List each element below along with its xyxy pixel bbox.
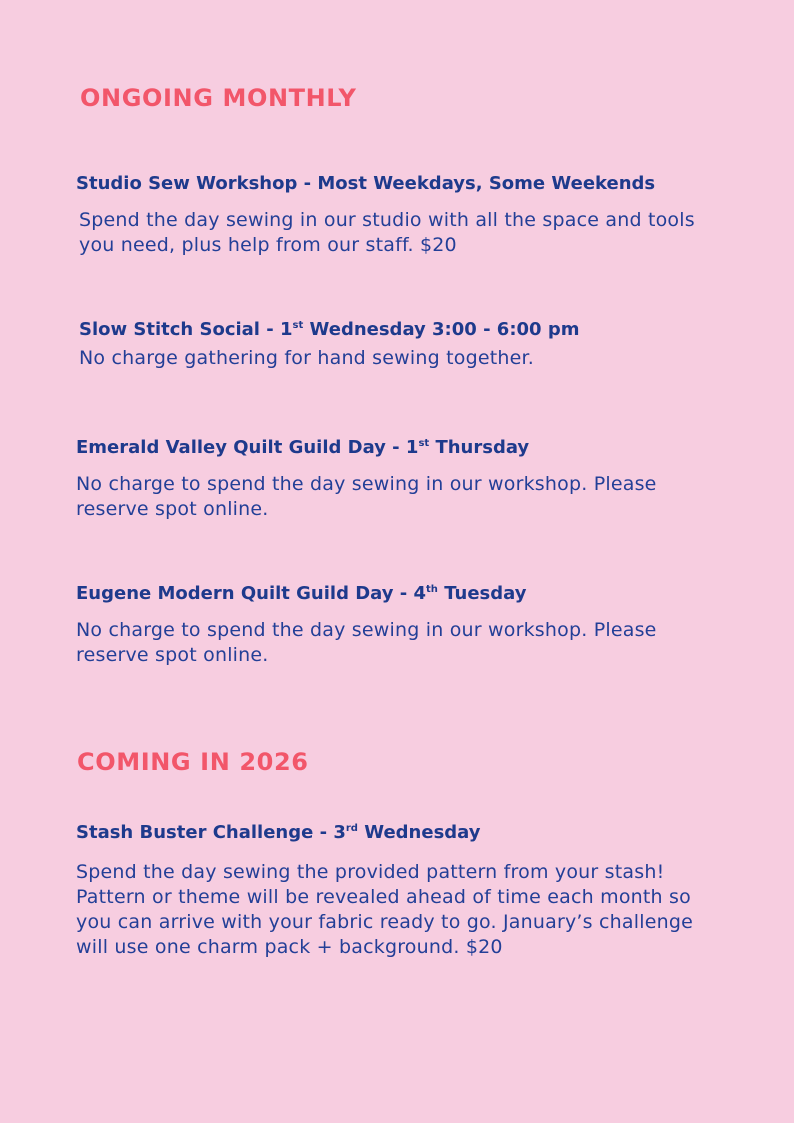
ordinal-suffix: st [292, 320, 304, 331]
section-heading-ongoing-monthly: ONGOING MONTHLY [80, 84, 357, 112]
event-title-text-rest: Thursday [429, 437, 530, 458]
event-title-text: Studio Sew Workshop - Most Weekdays, Some Weekends [76, 173, 656, 194]
event-title-text: Eugene Modern Quilt Guild Day - 4 [76, 583, 427, 604]
event-title-text-rest: Tuesday [437, 583, 527, 604]
event-title-slow-stitch-social [79, 319, 580, 341]
event-title-text-rest: Wednesday [357, 822, 481, 843]
event-title-text-rest: Wednesday 3:00 - 6:00 pm [303, 319, 580, 340]
event-title-text: Stash Buster Challenge - 3 [76, 822, 346, 843]
event-title-text: Slow Stitch Social - 1 [79, 319, 293, 340]
event-description-slow-stitch-social: No charge gathering for hand sewing together. [79, 347, 535, 369]
event-title-studio-sew-workshop [76, 173, 655, 195]
event-title-eugene-modern-quilt-guild [76, 583, 526, 605]
event-description-studio-sew-workshop: Spend the day sewing in our studio with all the space and tools you need, plus help from our staff. $20 [79, 209, 695, 256]
ordinal-suffix: st [418, 438, 430, 449]
event-title-text: Emerald Valley Quilt Guild Day - 1 [76, 437, 419, 458]
event-description-eugene-modern-quilt-guild: No charge to spend the day sewing in our workshop. Please reserve spot online. [76, 619, 657, 666]
event-title-stash-buster-challenge [76, 822, 481, 844]
event-description-emerald-valley-quilt-guild: No charge to spend the day sewing in our workshop. Please reserve spot online. [76, 473, 657, 520]
ordinal-suffix: rd [345, 823, 358, 834]
ordinal-suffix: th [426, 584, 438, 595]
event-title-emerald-valley-quilt-guild [76, 437, 529, 459]
section-heading-coming-in-2026: COMING IN 2026 [77, 748, 309, 776]
event-description-stash-buster-challenge: Spend the day sewing the provided pattern from your stash! Pattern or theme will be revealed ahead of time each month so you can arrive with your fabric ready to go. January’s challenge will use one charm pack + background. $20 [76, 861, 693, 958]
